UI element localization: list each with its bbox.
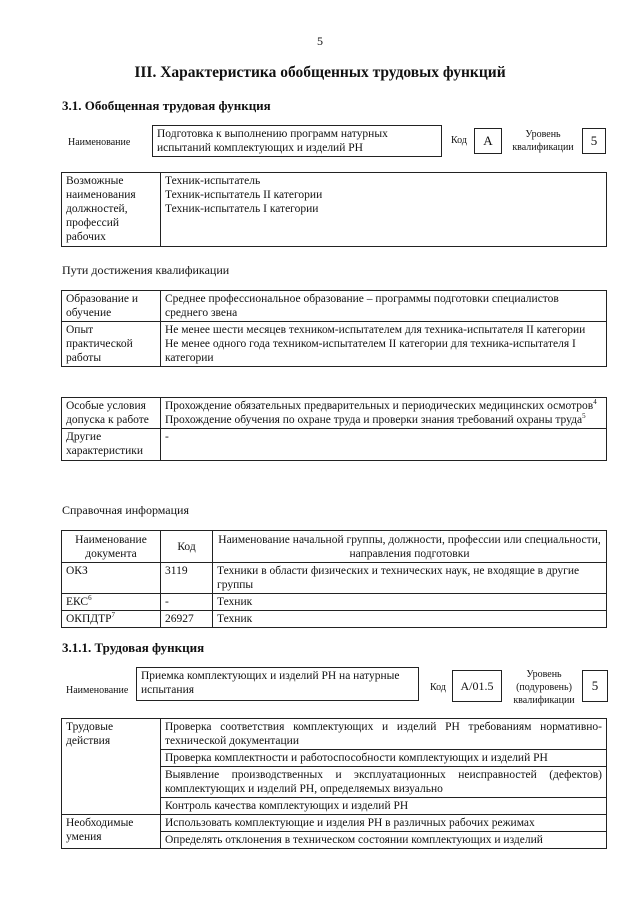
page-number: 5 xyxy=(317,34,323,48)
ref-doc: ОКПДТР$^7$ xyxy=(62,611,161,628)
actions-table xyxy=(61,718,607,849)
experience-item: Не менее одного года техником-испытателем II категории для техника-испытателя I категории xyxy=(165,338,576,364)
other-value: - xyxy=(161,429,607,461)
experience-values xyxy=(161,322,607,367)
education-label: Образование и обучение xyxy=(62,291,161,322)
section-title: III. Характеристика обобщенных трудовых функций xyxy=(134,64,506,81)
ref-name: Техники в области физических и технических наук, не входящие в другие группы xyxy=(213,563,607,594)
gtf-heading: 3.1. Обобщенная трудовая функция xyxy=(62,98,271,113)
experience-label: Опыт практической работы xyxy=(62,322,161,367)
ref-name: Техник xyxy=(213,594,607,611)
positions-label: Возможные наименования должностей, профессий рабочих xyxy=(62,173,161,247)
skill-item: Определять отклонения в техническом состоянии комплектующих и изделий xyxy=(161,832,607,849)
gtf-level-value: 5 xyxy=(582,128,606,154)
special-label: Особые условия допуска к работе xyxy=(62,398,161,429)
ref-name: Техник xyxy=(213,611,607,628)
position-item: Техник-испытатель II категории xyxy=(165,189,323,201)
ref-doc: ОКЗ xyxy=(62,563,161,594)
qualification-table xyxy=(61,290,607,367)
action-item: Контроль качества комплектующих и изделий РН xyxy=(161,798,607,815)
gtf-level-label: Уровень квалификации xyxy=(512,129,574,153)
gtf-code-value: А xyxy=(474,128,502,154)
ref-header-name: Наименование начальной группы, должности, профессии или специальности, направления подготовки xyxy=(213,531,607,563)
tf-code-value: А/01.5 xyxy=(452,670,502,702)
footnote-ref: 4 xyxy=(593,398,597,407)
tf-code-label: Код xyxy=(430,682,446,693)
footnote-ref: 6 xyxy=(88,594,92,603)
position-item: Техник-испытатель xyxy=(165,175,261,187)
gtf-name-value: Подготовка к выполнению программ натурных испытаний комплектующих и изделий РН xyxy=(152,125,442,157)
ref-header-code: Код xyxy=(161,531,213,563)
ref-header-doc: Наименование документа xyxy=(62,531,161,563)
positions-list xyxy=(161,173,607,247)
ref-code: - xyxy=(161,594,213,611)
tf-heading: 3.1.1. Трудовая функция xyxy=(62,640,205,655)
positions-table xyxy=(61,172,607,247)
tf-level-value: 5 xyxy=(582,670,608,702)
tf-name-value: Приемка комплектующих и изделий РН на натурные испытания xyxy=(136,667,419,701)
footnote-ref: 5 xyxy=(582,412,586,421)
other-label: Другие характеристики xyxy=(62,429,161,461)
skills-label: Необходимые умения xyxy=(62,815,161,849)
action-item: Проверка соответствия комплектующих и изделий РН требованиям нормативно-технической документации xyxy=(161,719,607,750)
ref-title: Справочная информация xyxy=(62,503,189,517)
gtf-code-label: Код xyxy=(451,135,467,146)
special-item: Прохождение обязательных предварительных и периодических медицинских осмотров$^4$ xyxy=(165,398,597,412)
conditions-table xyxy=(61,397,607,461)
experience-item: Не менее шести месяцев техником-испытателем для техника-испытателя II категории xyxy=(165,324,586,336)
special-item: Прохождение обучения по охране труда и проверки знания требований охраны труда$^5$ xyxy=(165,412,586,426)
tf-name-label: Наименование xyxy=(66,685,129,696)
education-value: Среднее профессиональное образование – программы подготовки специалистов среднего звена xyxy=(161,291,607,322)
ref-code: 26927 xyxy=(161,611,213,628)
ref-code: 3119 xyxy=(161,563,213,594)
reference-table xyxy=(61,530,607,628)
skill-item: Использовать комплектующие и изделия РН в различных рабочих режимах xyxy=(161,815,607,832)
paths-title: Пути достижения квалификации xyxy=(62,263,230,277)
action-item: Проверка комплектности и работоспособности комплектующих и изделий РН xyxy=(161,750,607,767)
footnote-ref: 7 xyxy=(111,611,116,620)
position-item: Техник-испытатель I категории xyxy=(165,203,319,215)
ref-doc: ЕКС$^6$ xyxy=(62,594,161,611)
action-item: Выявление производственных и эксплуатационных неисправностей (дефектов) комплектующих и изделий РН, определяемых визуально xyxy=(161,767,607,798)
tf-level-label: Уровень (подуровень) квалификации xyxy=(513,669,575,706)
gtf-name-label: Наименование xyxy=(68,137,131,148)
special-values xyxy=(161,398,607,429)
actions-label: Трудовые действия xyxy=(62,719,161,815)
